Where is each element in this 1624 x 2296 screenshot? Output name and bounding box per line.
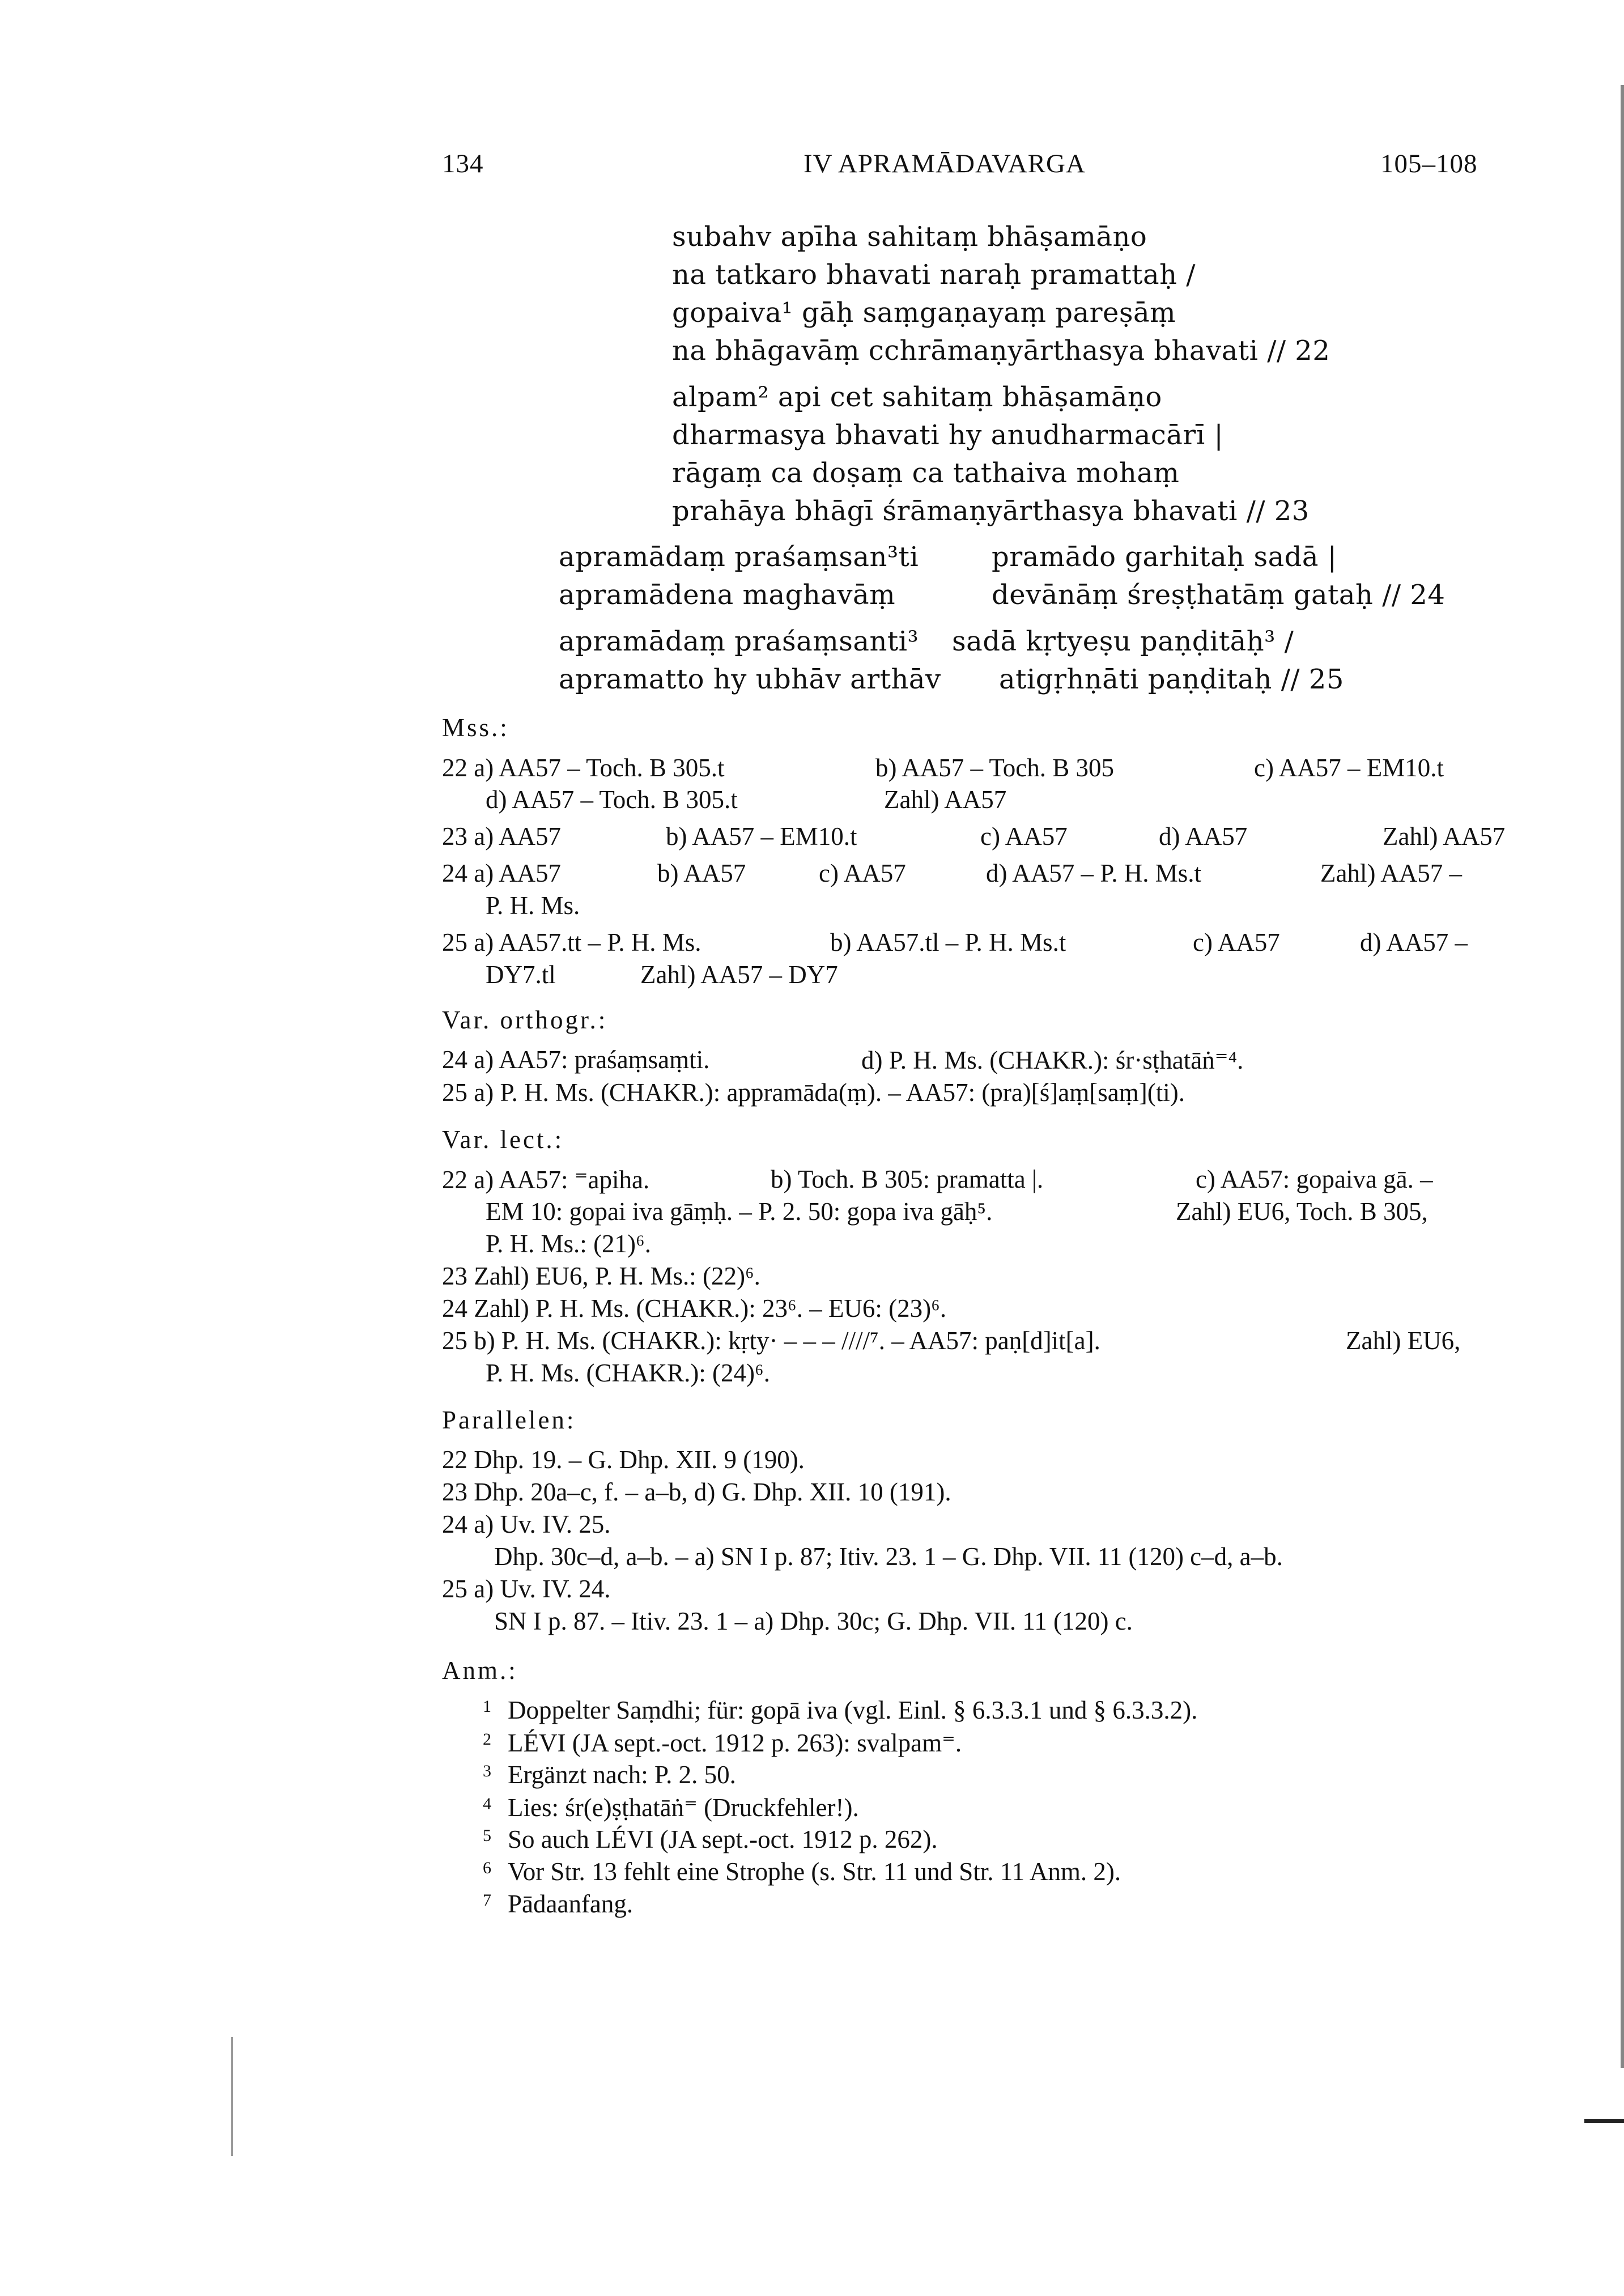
var-lect-entry: 25 b) P. H. Ms. (CHAKR.): kṛty· – – – ////⁷. – AA57: paṇ[d]it[a]. (442, 1326, 1100, 1355)
footnote-mark: 6 (483, 1859, 491, 1877)
footnote (483, 1792, 859, 1822)
footnote (483, 1825, 938, 1854)
verse-line: prahāya bhāgī śrāmaṇyārthasya bhavati // 23 (672, 495, 1310, 527)
verse-line: subahv apīha sahitaṃ bhāṣamāṇo (672, 221, 1147, 253)
footnote-text: Lies: śr(e)ṣṭhatāṅ⁼ (Druckfehler!). (508, 1793, 859, 1822)
footnote (483, 1889, 633, 1919)
mss-entry: d) AA57 – P. H. Ms.t (986, 859, 1202, 887)
mss-entry: DY7.tl (486, 960, 556, 989)
mss-entry: c) AA57 (980, 822, 1068, 851)
scan-edge-mark (1621, 85, 1624, 2068)
footnote (483, 1728, 962, 1758)
mss-entry: 23 a) AA57 (442, 822, 561, 851)
running-title: IV APRAMĀDAVARGA (804, 149, 1086, 178)
scan-artifact-line (231, 2037, 233, 2156)
var-lect-entry: b) Toch. B 305: pramatta |. (771, 1165, 1044, 1193)
verse-pada: apramādaṃ praśaṃsanti³ (559, 626, 919, 657)
mss-entry: c) AA57 (819, 859, 906, 887)
verse-line: na tatkaro bhavati naraḥ pramattaḥ / (672, 259, 1196, 291)
footnote-text: LÉVI (JA sept.-oct. 1912 p. 263): svalpam⁼. (508, 1729, 962, 1757)
verse-pada: devānāṃ śreṣṭhatāṃ gataḥ // 24 (992, 579, 1446, 611)
footnote-text: Pādaanfang. (508, 1890, 634, 1918)
mss-entry: 22 a) AA57 – Toch. B 305.t (442, 754, 725, 782)
var-lect-entry: 24 Zahl) P. H. Ms. (CHAKR.): 23⁶. – EU6: (23)⁶. (442, 1294, 947, 1323)
mss-entry: Zahl) AA57 (884, 785, 1007, 814)
scan-edge-mark (1584, 2119, 1624, 2123)
mss-entry: Zahl) AA57 (1383, 822, 1506, 851)
var-lect-entry: EM 10: gopai iva gāṃḥ. – P. 2. 50: gopa iva gāḥ⁵. (486, 1197, 993, 1226)
var-orthogr-entry: 24 a) AA57: praśaṃsaṃti. (442, 1045, 710, 1074)
footnote-text: So auch LÉVI (JA sept.-oct. 1912 p. 262). (508, 1825, 938, 1853)
parallel-entry: 25 a) Uv. IV. 24. (442, 1575, 611, 1603)
footnote (483, 1695, 1197, 1725)
footnote-mark: 4 (483, 1795, 491, 1813)
section-label-var-orthogr: Var. orthogr.: (442, 1006, 608, 1034)
footnote-mark: 5 (483, 1826, 491, 1845)
parallel-entry: SN I p. 87. – Itiv. 23. 1 – a) Dhp. 30c; G. Dhp. VII. 11 (120) c. (494, 1607, 1133, 1635)
mss-entry: c) AA57 (1193, 928, 1280, 956)
var-orthogr-entry: d) P. H. Ms. (CHAKR.): śr·sṭhatāṅ⁼⁴. (861, 1046, 1244, 1074)
mss-entry: Zahl) AA57 – (1320, 859, 1462, 887)
section-label-mss: Mss.: (442, 713, 509, 742)
verse-line: gopaiva¹ gāḥ saṃgaṇayaṃ pareṣāṃ (672, 297, 1176, 329)
footnote-mark: 2 (483, 1730, 491, 1749)
parallel-entry: 22 Dhp. 19. – G. Dhp. XII. 9 (190). (442, 1445, 805, 1474)
footnote-text: Doppelter Saṃdhi; für: gopā iva (vgl. Einl. § 6.3.3.1 und § 6.3.3.2). (508, 1696, 1198, 1724)
var-orthogr-entry: 25 a) P. H. Ms. (CHAKR.): appramāda(ṃ). – AA57: (pra)[ś]aṃ[saṃ](ti). (442, 1078, 1185, 1107)
mss-entry: Zahl) AA57 – DY7 (640, 960, 838, 989)
mss-entry: b) AA57 (657, 859, 746, 887)
mss-entry: 24 a) AA57 (442, 859, 561, 887)
verse-pada: apramādaṃ praśaṃsan³ti (559, 541, 919, 573)
var-lect-entry: 23 Zahl) EU6, P. H. Ms.: (22)⁶. (442, 1262, 760, 1290)
verse-pada: sadā kṛtyeṣu paṇḍitāḥ³ / (952, 626, 1294, 657)
section-label-var-lect: Var. lect.: (442, 1125, 564, 1154)
mss-entry: b) AA57 – EM10.t (666, 822, 857, 851)
parallel-entry: 23 Dhp. 20a–c, f. – a–b, d) G. Dhp. XII. 10 (191). (442, 1478, 951, 1506)
var-lect-entry: Zahl) EU6, Toch. B 305, (1176, 1197, 1428, 1226)
mss-entry: P. H. Ms. (486, 891, 580, 920)
verse-line: na bhāgavāṃ cchrāmaṇyārthasya bhavati // 22 (672, 335, 1330, 367)
mss-entry: d) AA57 – Toch. B 305.t (486, 785, 738, 814)
var-lect-entry: P. H. Ms. (CHAKR.): (24)⁶. (486, 1359, 770, 1387)
footnote-text: Ergänzt nach: P. 2. 50. (508, 1761, 736, 1789)
verse-pada: pramādo garhitaḥ sadā | (992, 541, 1337, 573)
footnote (483, 1760, 736, 1789)
var-lect-entry: P. H. Ms.: (21)⁶. (486, 1230, 651, 1258)
verse-pada: apramādena maghavāṃ (559, 579, 896, 611)
footnote-mark: 1 (483, 1697, 491, 1716)
verse-pada: atigṛhṇāti paṇḍitaḥ // 25 (999, 664, 1344, 695)
section-label-anm: Anm.: (442, 1656, 518, 1685)
footnote (483, 1857, 1121, 1886)
var-lect-entry: c) AA57: gopaiva gā. – (1196, 1165, 1433, 1193)
footnote-mark: 7 (483, 1891, 491, 1910)
parallel-entry: 24 a) Uv. IV. 25. (442, 1510, 611, 1538)
var-lect-entry: 22 a) AA57: ⁼apiha. (442, 1166, 650, 1194)
section-label-parallelen: Parallelen: (442, 1406, 576, 1434)
verse-line: dharmasya bhavati hy anudharmacārī | (672, 419, 1224, 451)
mss-entry: b) AA57.tl – P. H. Ms.t (830, 928, 1066, 956)
mss-entry: 25 a) AA57.tt – P. H. Ms. (442, 928, 702, 956)
mss-entry: b) AA57 – Toch. B 305 (875, 754, 1115, 782)
mss-entry: c) AA57 – EM10.t (1254, 754, 1444, 782)
var-lect-entry: Zahl) EU6, (1346, 1326, 1461, 1355)
page-number: 134 (442, 149, 484, 178)
footnote-mark: 3 (483, 1762, 491, 1780)
verse-pada: apramatto hy ubhāv arthāv (559, 664, 941, 695)
footnote-text: Vor Str. 13 fehlt eine Strophe (s. Str. 11 und Str. 11 Anm. 2). (508, 1857, 1121, 1886)
verse-line: rāgaṃ ca doṣaṃ ca tathaiva mohaṃ (672, 457, 1180, 489)
parallel-entry: Dhp. 30c–d, a–b. – a) SN I p. 87; Itiv. 23. 1 – G. Dhp. VII. 11 (120) c–d, a–b. (494, 1542, 1283, 1571)
mss-entry: d) AA57 – (1360, 928, 1468, 956)
verse-range: 105–108 (1380, 149, 1478, 178)
verse-line: alpam² api cet sahitaṃ bhāṣamāṇo (672, 381, 1162, 413)
mss-entry: d) AA57 (1159, 822, 1248, 851)
